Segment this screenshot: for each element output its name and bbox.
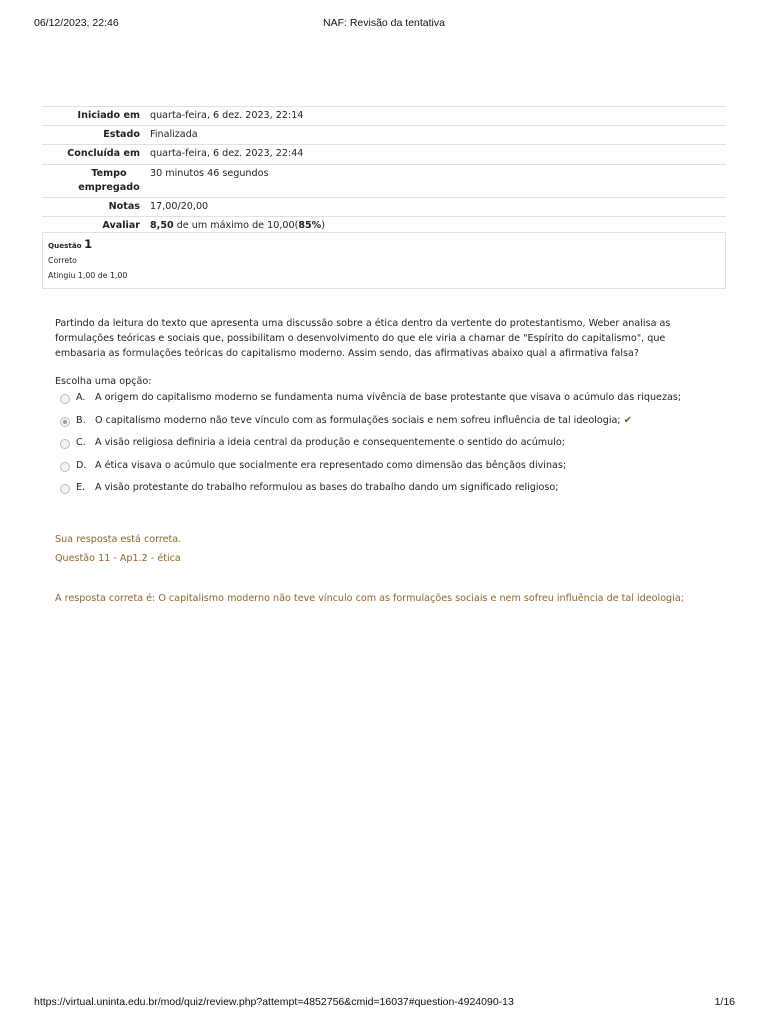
feedback-reference: Questão 11 - Ap1.2 - ética [55, 553, 181, 564]
choose-option-prompt: Escolha uma opção: [55, 376, 152, 387]
summary-row-tempo [42, 165, 726, 198]
option-letter: B. [76, 414, 86, 426]
question-label: Questão [48, 241, 82, 250]
summary-row-notas [42, 198, 726, 217]
summary-label: Estado [103, 129, 140, 140]
option-e[interactable] [60, 482, 720, 505]
option-letter: C. [76, 437, 86, 448]
question-text: Partindo da leitura do texto que apresenta uma discussão sobre a ética dentro da vertente do protestantismo, Weber analisa as formulações teóricas e sociais que, possibilitam o desenvolvimento do que ele viria a chamar de "Espírito do capitalismo", que embasaria as formulações teóricas do capitalismo moderno. Assim sendo, das afirmativas abaixo qual a afirmativa falsa? [55, 318, 671, 359]
print-url: https://virtual.uninta.edu.br/mod/quiz/review.php?attempt=4852756&cmid=16037#question-4924090-13 [34, 996, 514, 1008]
print-datetime: 06/12/2023, 22:46 [34, 17, 119, 29]
option-letter: D. [76, 459, 87, 471]
radio-button[interactable] [60, 394, 70, 404]
avaliar-close: ) [321, 220, 326, 231]
avaliar-max: de um máximo de 10,00( [173, 220, 299, 231]
summary-value: Finalizada [150, 129, 198, 140]
summary-label: Notas [108, 201, 140, 212]
option-text: A visão religiosa definiria a ideia central da produção e consequentemente o sentido do acúmulo; [95, 437, 565, 448]
summary-label: Concluída em [67, 148, 140, 159]
summary-row-iniciado [42, 107, 726, 126]
option-b[interactable] [60, 415, 720, 438]
summary-label: Tempo empregado [78, 168, 140, 193]
print-page-title: NAF: Revisão da tentativa [323, 17, 445, 29]
feedback-result: Sua resposta está correta. [55, 534, 182, 545]
option-text: O capitalismo moderno não teve vínculo com as formulações sociais e nem sofreu influência de tal ideologia; [95, 414, 621, 426]
print-footer [0, 996, 768, 1010]
question-grade: Atingiu 1,00 de 1,00 [48, 271, 128, 280]
checkmark-icon: ✔ [623, 414, 632, 426]
summary-value: 17,00/20,00 [150, 201, 209, 212]
print-header [0, 17, 768, 31]
question-number [48, 237, 720, 253]
summary-value: 30 minutos 46 segundos [150, 168, 269, 179]
attempt-summary-table [42, 106, 726, 236]
radio-button-selected[interactable] [60, 417, 70, 427]
print-page-number: 1/16 [714, 996, 735, 1008]
option-text: A origem do capitalismo moderno se fundamenta numa vivência de base protestante que visava o acúmulo das riquezas; [95, 392, 682, 403]
answer-options [60, 392, 720, 505]
radio-button[interactable] [60, 462, 70, 472]
option-letter: E. [76, 482, 86, 493]
avaliar-score: 8,50 [150, 220, 174, 231]
summary-value: quarta-feira, 6 dez. 2023, 22:44 [150, 148, 304, 159]
feedback-correct-answer: A resposta correta é: O capitalismo moderno não teve vínculo com as formulações sociais e nem sofreu influência de tal ideologia; [55, 593, 684, 604]
avaliar-percent: 85% [298, 220, 322, 231]
summary-label: Avaliar [102, 220, 140, 231]
summary-row-estado [42, 126, 726, 145]
option-c[interactable] [60, 437, 720, 460]
question-info-box [42, 232, 726, 289]
summary-label: Iniciado em [77, 110, 140, 121]
option-text: A visão protestante do trabalho reformulou as bases do trabalho dando um significado religioso; [95, 482, 559, 493]
radio-button[interactable] [60, 439, 70, 449]
question-number-value: 1 [84, 237, 93, 251]
summary-value: quarta-feira, 6 dez. 2023, 22:14 [150, 110, 304, 121]
question-state: Correto [48, 256, 77, 265]
option-text: A ética visava o acúmulo que socialmente era representado como dimensão das bênçãos divinas; [95, 459, 567, 471]
option-d[interactable] [60, 460, 720, 483]
option-letter: A. [76, 392, 86, 403]
option-a[interactable] [60, 392, 720, 415]
radio-button[interactable] [60, 484, 70, 494]
summary-row-concluida [42, 145, 726, 165]
option-text-wrap [95, 415, 632, 426]
